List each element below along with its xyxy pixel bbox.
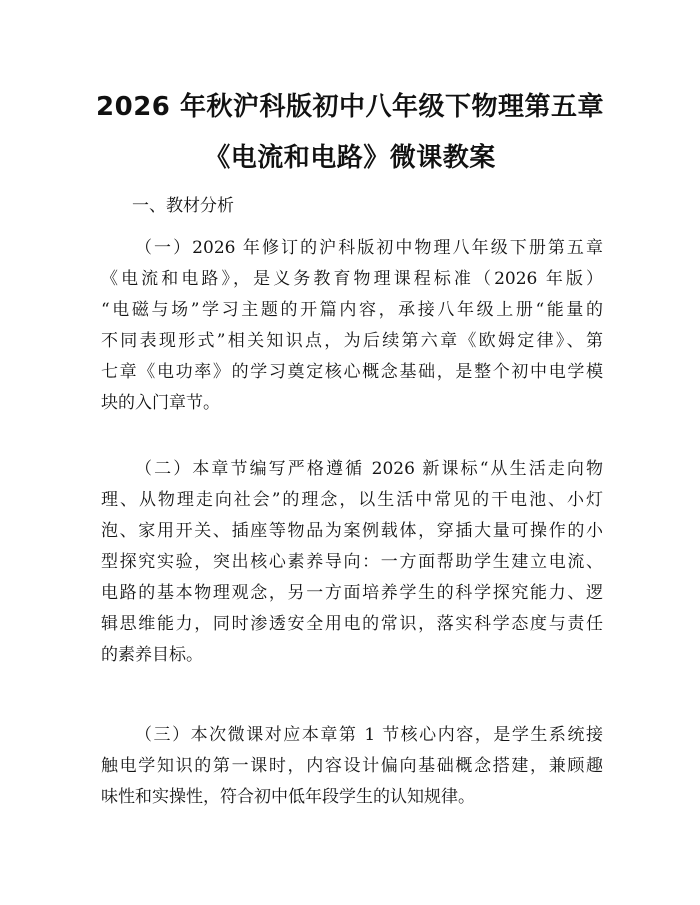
paragraph-line: 理、从物理走向社会”的理念，以生活中常见的干电池、小灯	[101, 490, 603, 510]
paragraph-3	[101, 720, 603, 813]
paragraph-line: 触电学知识的第一课时，内容设计偏向基础概念搭建，兼顾趣	[101, 756, 603, 776]
paragraph-line: 味性和实操性，符合初中低年段学生的认知规律。	[101, 787, 475, 807]
paragraph-line: （三）本次微课对应本章第 1 节核心内容，是学生系统接	[135, 725, 603, 745]
paragraph-line: 的素养目标。	[101, 645, 203, 665]
section-heading: 一、教材分析	[132, 196, 234, 216]
paragraph-line: 七章《电功率》的学习奠定核心概念基础，是整个初中电学模	[101, 362, 603, 382]
paragraph-2	[101, 454, 603, 671]
paragraph-1	[101, 233, 603, 419]
paragraph-line: （二）本章节编写严格遵循 2026 新课标“从生活走向物	[135, 459, 603, 479]
paragraph-line: 《电流和电路》，是义务教育物理课程标准（2026 年版）	[101, 269, 603, 289]
paragraph-line: 电路的基本物理观念，另一方面培养学生的科学探究能力、逻	[101, 583, 603, 603]
paragraph-line: 不同表现形式”相关知识点，为后续第六章《欧姆定律》、第	[101, 331, 603, 351]
paragraph-line: 型探究实验，突出核心素养导向：一方面帮助学生建立电流、	[101, 552, 603, 572]
paragraph-line: “电磁与场”学习主题的开篇内容，承接八年级上册“能量的	[101, 300, 603, 320]
paragraph-line: 块的入门章节。	[101, 393, 220, 413]
paragraph-line: 泡、家用开关、插座等物品为案例载体，穿插大量可操作的小	[101, 521, 603, 541]
paragraph-line: （一）2026 年修订的沪科版初中物理八年级下册第五章	[135, 238, 603, 258]
document-title-line-2: 《电流和电路》微课教案	[204, 143, 496, 173]
document-title-line-1: 2026 年秋沪科版初中八年级下物理第五章	[96, 92, 604, 122]
paragraph-line: 辑思维能力，同时渗透安全用电的常识，落实科学态度与责任	[101, 614, 603, 634]
